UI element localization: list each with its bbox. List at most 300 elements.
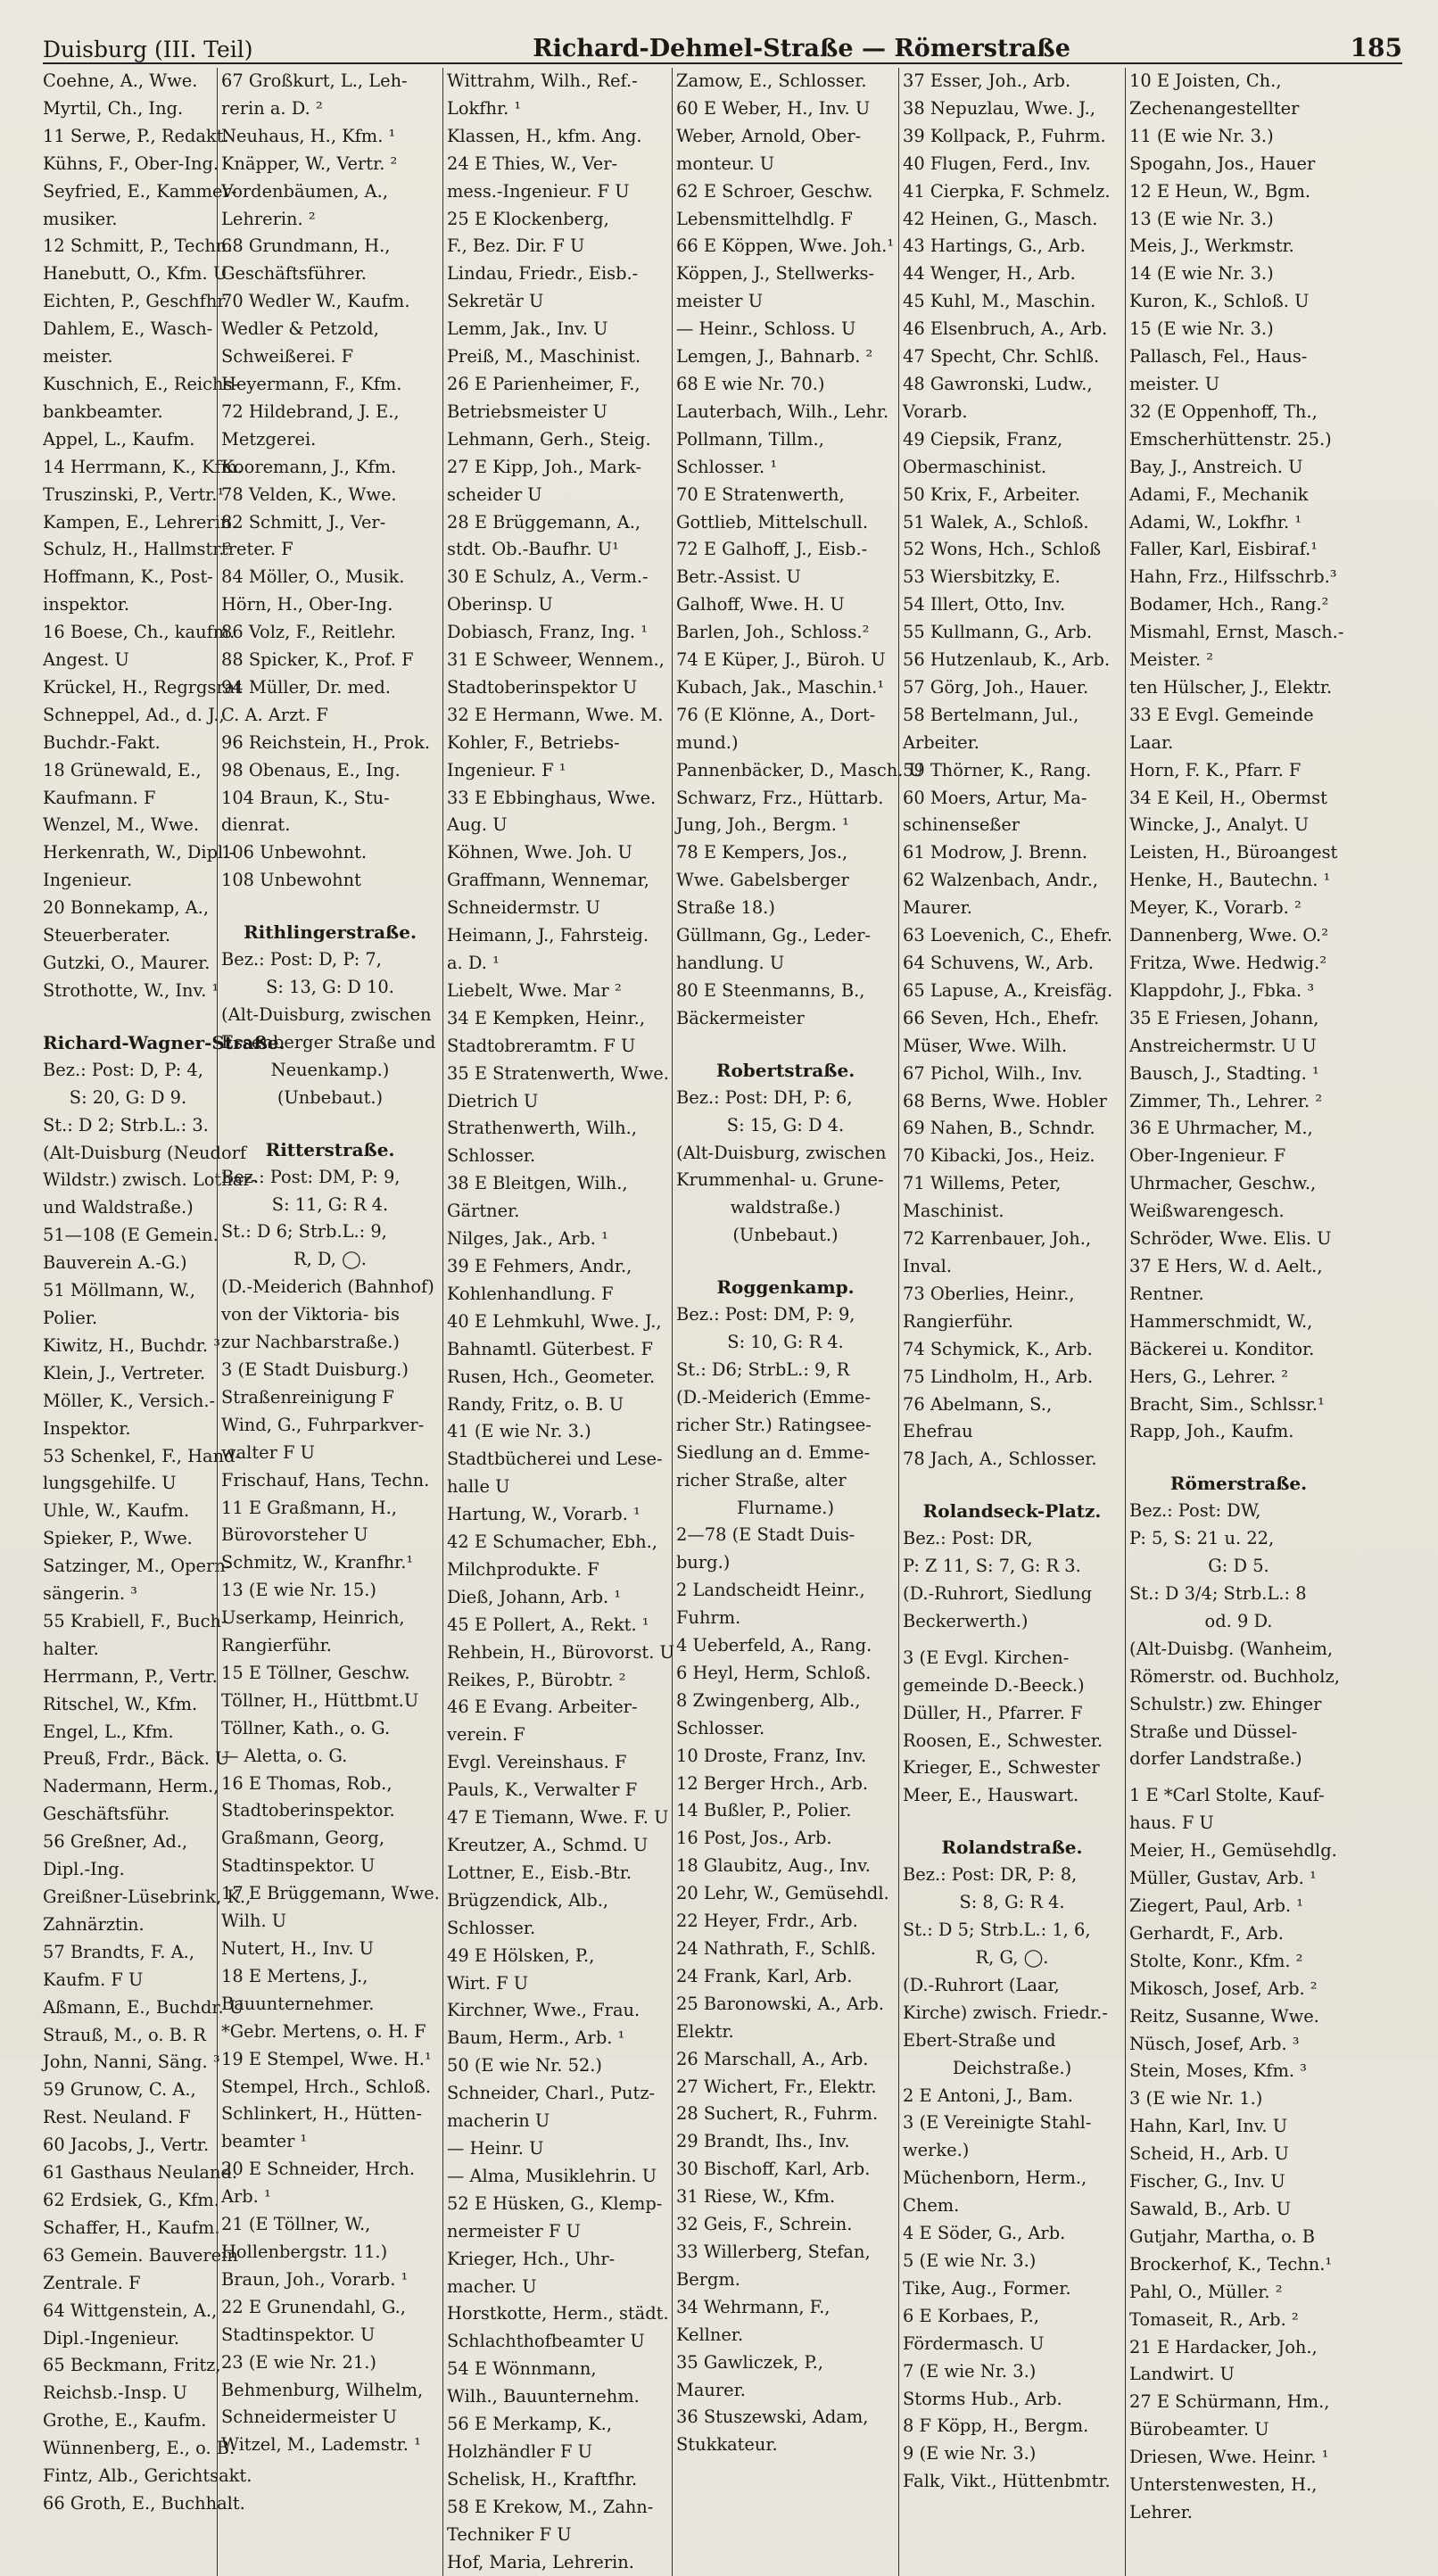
directory-entry: P: Z 11, S: 7, G: R 3. — [903, 1556, 1081, 1577]
directory-entry: meister U — [676, 291, 764, 312]
directory-entry: 12 Berger Hrch., Arb. — [676, 1772, 869, 1794]
directory-entry: Schulstr.) zw. Ehinger — [1129, 1693, 1322, 1714]
directory-entry: 22 Heyer, Frdr., Arb. — [676, 1911, 858, 1932]
directory-entry: Bauverein A.-G.) — [43, 1252, 187, 1274]
directory-entry: Hahn, Karl, Inv. U — [1129, 2116, 1288, 2137]
directory-entry: Scheid, H., Arb. U — [1129, 2143, 1289, 2165]
directory-entry: Wwe. Gabelsberger — [676, 870, 849, 891]
directory-entry: Dietrich U — [447, 1090, 539, 1111]
directory-entry: 70 E Stratenwerth, — [676, 483, 845, 505]
directory-entry: Elektr. — [676, 2020, 734, 2042]
directory-entry: Maschinist. — [903, 1201, 1004, 1222]
directory-entry: 39 E Fehmers, Andr., — [447, 1255, 632, 1276]
directory-entry: 51—108 (E Gemein. — [43, 1225, 219, 1246]
directory-entry: 26 Marschall, A., Arb. — [676, 2048, 869, 2069]
directory-entry: Brockerhof, K., Techn.¹ — [1129, 2253, 1333, 2275]
directory-entry: 15 E Töllner, Geschw. — [221, 1662, 410, 1683]
directory-entry: Lindau, Friedr., Eisb.- — [447, 263, 639, 285]
directory-entry: Schlosser. — [447, 1917, 536, 1938]
directory-entry: 41 Cierpka, F. Schmelz. — [903, 180, 1111, 202]
directory-entry: halter. — [43, 1638, 99, 1659]
directory-entry: Gottlieb, Mittelschull. — [676, 511, 869, 533]
directory-entry: Hahn, Frz., Hilfsschrb.³ — [1129, 566, 1337, 588]
directory-entry: Lauterbach, Wilh., Lehr. — [676, 400, 889, 422]
directory-entry: Dipl.-Ingenieur. — [43, 2327, 180, 2349]
directory-entry: Fintz, Alb., Gerichtsakt. — [43, 2465, 252, 2487]
directory-entry: Fritza, Wwe. Hedwig.² — [1129, 953, 1327, 973]
directory-entry: Schlosser. — [676, 1717, 765, 1738]
directory-entry: Gerhardt, F., Arb. — [1129, 1922, 1284, 1944]
directory-entry: 60 Jacobs, J., Vertr. — [43, 2134, 210, 2156]
directory-entry: Tomaseit, R., Arb. ² — [1129, 2308, 1299, 2330]
directory-entry: Ziegert, Paul, Arb. ¹ — [1129, 1895, 1303, 1916]
directory-entry: 72 Karrenbauer, Joh., — [903, 1228, 1092, 1250]
directory-entry: Horstkotte, Herm., städt. — [447, 2303, 669, 2324]
directory-entry: Schlosser. — [447, 1145, 536, 1167]
directory-entry: Vordenbäumen, A., — [221, 180, 389, 202]
directory-entry: Stadtinspektor. U — [221, 2324, 376, 2345]
directory-entry: meister. — [43, 346, 113, 367]
directory-entry: 35 E Friesen, Johann, — [1129, 1007, 1319, 1028]
column-3 — [442, 68, 672, 2576]
directory-entry: 19 E Stempel, Wwe. H.¹ — [221, 2048, 432, 2069]
directory-entry: Klein, J., Vertreter. — [43, 1362, 206, 1383]
directory-entry: 58 Bertelmann, Jul., — [903, 704, 1079, 725]
street-note: waldstraße.) — [730, 1197, 841, 1218]
directory-entry: Coehne, A., Wwe. — [43, 70, 198, 91]
directory-entry: Strauß, M., o. B. R — [43, 2024, 206, 2045]
directory-entry: 33 E Evgl. Gemeinde — [1129, 704, 1314, 725]
directory-entry: 50 Krix, F., Arbeiter. — [903, 483, 1080, 505]
directory-entry: 31 E Schweer, Wennem., — [447, 649, 665, 671]
directory-entry: 57 Brandts, F. A., — [43, 1941, 194, 1962]
directory-entry: 5 (E wie Nr. 3.) — [903, 2250, 1037, 2271]
directory-entry: 75 Lindholm, H., Arb. — [903, 1366, 1094, 1387]
directory-entry: Rusen, Hch., Geometer. — [447, 1366, 656, 1387]
directory-entry: Sawald, B., Arb. U — [1129, 2198, 1292, 2219]
directory-entry: Bahnamtl. Güterbest. F — [447, 1338, 653, 1359]
directory-entry: Preiß, M., Maschinist. — [447, 346, 641, 367]
directory-entry: Emscherhüttenstr. 25.) — [1129, 428, 1332, 450]
directory-entry: Straße und Düssel- — [1129, 1721, 1298, 1742]
directory-entry: 66 Seven, Hch., Ehefr. — [903, 1007, 1100, 1028]
directory-entry: Maurer. — [676, 2379, 746, 2400]
directory-entry: rerin a. D. ² — [221, 97, 323, 119]
directory-entry: 17 E Brüggemann, Wwe. — [221, 1883, 440, 1904]
directory-entry: Römerstr. od. Buchholz, — [1129, 1665, 1340, 1687]
directory-entry: Fischer, G., Inv. U — [1129, 2171, 1285, 2192]
directory-entry: 52 Wons, Hch., Schloß — [903, 539, 1102, 560]
directory-entry: Reitz, Susanne, Wwe. — [1129, 2005, 1319, 2027]
directory-entry: Schelisk, H., Kraftfhr. — [447, 2468, 638, 2489]
directory-entry: Bäckermeister — [676, 1007, 805, 1028]
directory-entry: werke.) — [903, 2140, 970, 2161]
directory-entry: Bez.: Post: DR, — [903, 1528, 1033, 1549]
directory-entry: (D.-Ruhrort (Laar, — [903, 1974, 1060, 1995]
directory-entry: Spogahn, Jos., Hauer — [1129, 153, 1316, 174]
directory-entry: Lottner, E., Eisb.-Btr. — [447, 1862, 632, 1883]
directory-entry: 76 (E Klönne, A., Dort- — [676, 704, 876, 725]
directory-entry: 53 Schenkel, F., Hand- — [43, 1445, 242, 1466]
directory-entry: Zentrale. F — [43, 2272, 141, 2293]
directory-entry: 33 E Ebbinghaus, Wwe. — [447, 787, 657, 808]
directory-entry: 108 Unbewohnt — [221, 870, 361, 891]
directory-entry: Braun, Joh., Vorarb. ¹ — [221, 2268, 409, 2290]
directory-entry: Nutert, H., Inv. U — [221, 1938, 374, 1959]
directory-entry: 59 Thörner, K., Rang. — [903, 759, 1092, 780]
directory-entry: 11 Serwe, P., Redakt. — [43, 125, 229, 146]
directory-entry: Kubach, Jak., Maschin.¹ — [676, 676, 885, 698]
street-note: (Unbebaut.) — [732, 1225, 839, 1246]
directory-entry: Ingenieur. — [43, 870, 132, 891]
directory-entry: 37 Esser, Joh., Arb. — [903, 70, 1071, 91]
directory-entry: 68 Berns, Wwe. Hobler — [903, 1090, 1107, 1111]
directory-entry: Kooremann, J., Kfm. — [221, 456, 397, 477]
directory-entry: Landwirt. U — [1129, 2364, 1235, 2385]
directory-entry: St.: D 5; Strb.L.: 1, 6, — [903, 1920, 1091, 1941]
directory-entry: 14 Bußler, P., Polier. — [676, 1800, 852, 1821]
directory-entry: Ritschel, W., Kfm. — [43, 1693, 198, 1714]
directory-entry: 43 Hartings, G., Arb. — [903, 235, 1086, 257]
directory-entry: Kohler, F., Betriebs- — [447, 731, 620, 753]
directory-entry: Techniker F U — [447, 2523, 572, 2545]
directory-entry: 3 (E Vereinigte Stahl- — [903, 2112, 1092, 2134]
street-note: (Unbebaut.) — [277, 1086, 384, 1108]
directory-entry: 34 E Keil, H., Obermst — [1129, 787, 1327, 808]
directory-entry: Hers, G., Lehrer. ² — [1129, 1366, 1289, 1387]
directory-entry: 42 Heinen, G., Masch. — [903, 208, 1098, 229]
directory-entry: Adami, W., Lokfhr. ¹ — [1129, 511, 1302, 533]
directory-entry: 64 Wittgenstein, A., — [43, 2299, 218, 2321]
directory-entry: 16 Boese, Ch., kaufm. — [43, 622, 236, 643]
directory-entry: walter F U — [221, 1441, 316, 1463]
directory-entry: Meer, E., Hauswart. — [903, 1785, 1079, 1806]
directory-entry: Arbeiter. — [903, 731, 979, 753]
directory-entry: Kaufmann. F — [43, 787, 156, 808]
page-number: 185 — [1350, 33, 1402, 62]
directory-entry: Rangierführ. — [903, 1310, 1013, 1332]
directory-entry: Wilh. U — [221, 1911, 287, 1932]
directory-entry: Graßmann, Georg, — [221, 1828, 385, 1849]
directory-entry: 25 E Klockenberg, — [447, 208, 609, 229]
directory-entry: Hammerschmidt, W., — [1129, 1310, 1313, 1332]
directory-entry: Gärtner. — [447, 1201, 520, 1222]
directory-entry: 29 Brandt, Ihs., Inv. — [676, 2131, 850, 2152]
directory-entry: Geschäftsführ. — [43, 1804, 170, 1825]
directory-entry: Rehbein, H., Bürovorst. U — [447, 1641, 674, 1663]
directory-entry: Userkamp, Heinrich, — [221, 1607, 405, 1629]
directory-entry: St.: D6; StrbL.: 9, R — [676, 1358, 850, 1380]
directory-entry: Rangierführ. — [221, 1635, 332, 1656]
street-note: G: D 5. — [1208, 1556, 1269, 1577]
directory-entry: Betr.-Assist. U — [676, 566, 801, 588]
street-note: R, D, ◯. — [293, 1249, 367, 1270]
column-4 — [672, 68, 923, 2576]
directory-entry: 7 (E wie Nr. 3.) — [903, 2360, 1037, 2382]
directory-entry: 53 Wiersbitzky, E. — [903, 566, 1061, 588]
directory-entry: Fördermasch. U — [903, 2332, 1045, 2354]
directory-entry: 96 Reichstein, H., Prok. — [221, 731, 431, 753]
directory-entry: Mikosch, Josef, Arb. ² — [1129, 1977, 1318, 1999]
directory-entry: monteur. U — [676, 153, 775, 174]
directory-entry: Weißwarengesch. — [1129, 1201, 1285, 1222]
street-note: S: 20, G: D 9. — [69, 1086, 187, 1108]
street-heading: Ritterstraße. — [265, 1138, 395, 1160]
directory-entry: Ingenieur. F ¹ — [447, 759, 566, 780]
directory-entry: Pannenbäcker, D., Masch. U — [676, 759, 923, 780]
directory-entry: Greißner-Lüsebrink, K., — [43, 1887, 252, 1907]
directory-entry: Fuhrm. — [676, 1607, 741, 1629]
directory-entry: *Gebr. Mertens, o. H. F — [221, 2020, 426, 2042]
street-note: od. 9 D. — [1204, 1610, 1273, 1631]
directory-entry: Tike, Aug., Former. — [903, 2277, 1071, 2299]
directory-entry: 21 E Hardacker, Joh., — [1129, 2336, 1318, 2357]
directory-entry: Metzgerei. — [221, 428, 317, 450]
directory-entry: — Aletta, o. G. — [221, 1745, 348, 1766]
directory-entry: Krieger, Hch., Uhr- — [447, 2248, 616, 2269]
directory-entry: Müller, Gustav, Arb. ¹ — [1129, 1868, 1317, 1889]
directory-entry: Nilges, Jak., Arb. ¹ — [447, 1228, 608, 1250]
directory-entry: 61 Gasthaus Neuland. — [43, 2162, 238, 2184]
directory-entry: verein. F — [447, 1724, 525, 1746]
directory-entry: 52 E Hüsken, G., Klemp- — [447, 2192, 663, 2214]
directory-entry: 31 Riese, W., Kfm. — [676, 2186, 836, 2208]
directory-entry: Meyer, K., Vorarb. ² — [1129, 897, 1302, 919]
directory-entry: Zimmer, Th., Lehrer. ² — [1129, 1090, 1323, 1111]
directory-entry: Rentner. — [1129, 1283, 1204, 1304]
spacer — [903, 1636, 1121, 1645]
directory-entry: Kohlenhandlung. F — [447, 1283, 614, 1304]
directory-entry: gemeinde D.-Beeck.) — [903, 1674, 1085, 1696]
directory-entry: Vorarb. — [903, 400, 968, 422]
directory-entry: Seyfried, E., Kammer- — [43, 180, 237, 202]
directory-entry: stdt. Ob.-Baufhr. U¹ — [447, 539, 619, 560]
directory-entry: 32 Geis, F., Schrein. — [676, 2214, 853, 2235]
directory-entry: Ebert-Straße und — [903, 2029, 1056, 2051]
directory-entry: Dipl.-Ing. — [43, 1859, 125, 1880]
directory-entry: 24 E Thies, W., Ver- — [447, 153, 618, 174]
directory-entry: Satzinger, M., Opern- — [43, 1556, 232, 1577]
directory-entry: Meier, H., Gemüsehdlg. — [1129, 1840, 1337, 1862]
directory-entry: 12 Schmitt, P., Techn. — [43, 235, 233, 257]
directory-entry: (Alt-Duisburg (Neudorf — [43, 1142, 247, 1163]
directory-entry: Hartung, W., Vorarb. ¹ — [447, 1504, 640, 1525]
directory-entry: 56 Greßner, Ad., — [43, 1831, 188, 1853]
directory-entry: 80 E Steenmanns, B., — [676, 979, 865, 1001]
directory-entry: 35 Gawliczek, P., — [676, 2351, 823, 2373]
directory-entry: Kuschnich, E., Reichs- — [43, 373, 238, 394]
directory-entry: Müser, Wwe. Wilh. — [903, 1035, 1068, 1056]
directory-entry: Bay, J., Anstreich. U — [1129, 456, 1303, 477]
directory-entry: Stadtoberinspektor U — [447, 676, 638, 698]
directory-entry: Liebelt, Wwe. Mar ² — [447, 979, 622, 1001]
directory-columns — [43, 68, 1402, 2572]
directory-entry: Stadtbücherei und Lese- — [447, 1449, 663, 1470]
directory-entry: 20 E Schneider, Hrch. — [221, 2159, 415, 2180]
directory-entry: 56 Hutzenlaub, K., Arb. — [903, 649, 1111, 671]
street-heading: Roggenkamp. — [716, 1276, 855, 1299]
directory-entry: Schlinkert, H., Hütten- — [221, 2103, 423, 2125]
directory-entry: Geschäftsführer. — [221, 263, 367, 285]
street-heading: Römerstraße. — [1169, 1473, 1308, 1495]
directory-entry: Bergm. — [676, 2268, 740, 2290]
column-6 — [1125, 68, 1351, 2576]
directory-entry: Henke, H., Bautechn. ¹ — [1129, 870, 1331, 891]
directory-entry: Falk, Vikt., Hüttenbmtr. — [903, 2471, 1111, 2492]
directory-entry: Stadtoberinspektor. — [221, 1800, 395, 1821]
directory-entry: 78 Jach, A., Schlosser. — [903, 1449, 1097, 1470]
directory-entry: — Heinr. U — [447, 2137, 544, 2159]
directory-entry: Dobiasch, Franz, Ing. ¹ — [447, 622, 648, 643]
directory-entry: Möller, K., Versich.- — [43, 1390, 216, 1411]
directory-entry: 54 E Wönnmann, — [447, 2358, 597, 2380]
directory-entry: 94 Müller, Dr. med. — [221, 676, 391, 698]
directory-entry: musiker. — [43, 208, 118, 229]
directory-entry: Straßenreinigung F — [221, 1386, 394, 1408]
column-2 — [217, 68, 442, 2576]
directory-entry: Polier. — [43, 1307, 98, 1328]
street-note: S: 11, G: R 4. — [271, 1193, 389, 1215]
page-header — [43, 27, 1402, 64]
directory-entry: Lemgen, J., Bahnarb. ² — [676, 346, 873, 367]
directory-entry: 78 Velden, K., Wwe. — [221, 483, 397, 505]
directory-entry: Bez.: Post: DW, — [1129, 1500, 1261, 1522]
directory-entry: Nüsch, Josef, Arb. ³ — [1129, 2033, 1300, 2054]
directory-entry: Baum, Herm., Arb. ¹ — [447, 2027, 625, 2049]
directory-entry: meister. U — [1129, 373, 1220, 394]
directory-entry: Stolte, Konr., Kfm. ² — [1129, 1950, 1303, 1971]
directory-entry: 57 Görg, Joh., Hauer. — [903, 676, 1089, 698]
directory-entry: Stadtobreramtm. F U — [447, 1035, 636, 1056]
directory-entry: 68 Grundmann, H., — [221, 235, 391, 257]
directory-entry: 51 Möllmann, W., — [43, 1280, 195, 1301]
directory-entry: (Alt-Duisburg, zwischen — [221, 1004, 432, 1025]
directory-entry: 39 Kollpack, P., Fuhrm. — [903, 125, 1106, 146]
directory-entry: Oberinsp. U — [447, 594, 553, 615]
directory-entry: Klassen, H., kfm. Ang. — [447, 125, 642, 146]
directory-entry: Stein, Moses, Kfm. ³ — [1129, 2060, 1307, 2082]
directory-entry: 38 Nepuzlau, Wwe. J., — [903, 97, 1095, 119]
street-heading: Rolandseck-Platz. — [922, 1500, 1102, 1523]
directory-entry: 40 E Lehmkuhl, Wwe. J., — [447, 1310, 662, 1332]
directory-entry: 71 Willems, Peter, — [903, 1173, 1062, 1194]
directory-entry: 64 Schuvens, W., Arb. — [903, 953, 1095, 973]
directory-entry: treter. F — [221, 539, 293, 560]
directory-entry: Hörn, H., Ober-Ing. — [221, 594, 393, 615]
directory-entry: von der Viktoria- bis — [221, 1304, 400, 1325]
directory-entry: mess.-Ingenieur. F U — [447, 180, 630, 202]
directory-entry: 32 E Hermann, Wwe. M. — [447, 704, 664, 725]
directory-entry: Stukkateur. — [676, 2434, 778, 2456]
directory-entry: Adami, F., Mechanik — [1129, 483, 1309, 505]
directory-entry: 46 Elsenbruch, A., Arb. — [903, 318, 1108, 340]
directory-entry: (Alt-Duisbg. (Wanheim, — [1129, 1638, 1334, 1659]
directory-entry: Dannenberg, Wwe. O.² — [1129, 925, 1328, 946]
street-note: S: 8, G: R 4. — [959, 1892, 1065, 1913]
directory-entry: 48 Gawronski, Ludw., — [903, 373, 1093, 394]
directory-entry: Straße 18.) — [676, 897, 775, 919]
directory-entry: Rest. Neuland. F — [43, 2107, 191, 2128]
directory-entry: Lemm, Jak., Inv. U — [447, 318, 608, 340]
directory-entry: Wincke, J., Analyt. U — [1129, 814, 1310, 836]
directory-entry: 1 E *Carl Stolte, Kauf- — [1129, 1785, 1325, 1806]
header-street-range: Richard-Dehmel-Straße — Römerstraße — [533, 35, 1070, 62]
directory-entry: 30 Bischoff, Karl, Arb. — [676, 2159, 871, 2180]
directory-entry: Kaufm. F U — [43, 1969, 144, 1990]
directory-entry: Bez.: Post: D, P: 7, — [221, 949, 382, 970]
directory-entry: Schröder, Wwe. Elis. U — [1129, 1228, 1332, 1250]
directory-entry: 3 (E Stadt Duisburg.) — [221, 1358, 409, 1380]
directory-entry: 36 Stuszewski, Adam, — [676, 2407, 869, 2428]
directory-entry: 27 E Kipp, Joh., Mark- — [447, 456, 642, 477]
directory-entry: Uhle, W., Kaufm. — [43, 1500, 190, 1522]
directory-entry: 11 (E wie Nr. 3.) — [1129, 125, 1274, 146]
directory-entry: Siedlung an d. Emme- — [676, 1441, 871, 1463]
directory-entry: Wenzel, M., Wwe. — [43, 814, 200, 836]
directory-entry: Krummenhal- u. Grune- — [676, 1169, 884, 1191]
directory-entry: Kirche) zwisch. Friedr.- — [903, 2002, 1108, 2023]
directory-entry: Töllner, H., Hüttbmt.U — [221, 1689, 419, 1711]
directory-entry: Holzhändler F U — [447, 2440, 593, 2462]
directory-entry: 41 (E wie Nr. 3.) — [447, 1421, 591, 1442]
directory-entry: Sekretär U — [447, 291, 544, 312]
directory-entry: Maurer. — [903, 897, 972, 919]
street-heading: Robertstraße. — [715, 1059, 855, 1081]
directory-entry: Kuron, K., Schloß. U — [1129, 291, 1310, 312]
directory-entry: Zamow, E., Schlosser. — [676, 70, 867, 91]
directory-entry: Reichsb.-Insp. U — [43, 2382, 187, 2404]
directory-entry: Leisten, H., Büroangest — [1129, 842, 1338, 863]
directory-entry: Myrtil, Ch., Ing. — [43, 97, 184, 119]
directory-entry: Bracht, Sim., Schlssr.¹ — [1129, 1393, 1325, 1415]
directory-entry: 45 Kuhl, M., Maschin. — [903, 291, 1096, 312]
directory-entry: Töllner, Kath., o. G. — [221, 1717, 391, 1738]
directory-entry: Inval. — [903, 1255, 953, 1276]
directory-entry: Stempel, Hrch., Schloß. — [221, 2076, 431, 2097]
directory-entry: St.: D 2; Strb.L.: 3. — [43, 1114, 209, 1135]
street-note: Deichstraße.) — [952, 2057, 1072, 2078]
directory-entry: Kreutzer, A., Schmd. U — [447, 1835, 649, 1855]
directory-entry: Kiwitz, H., Buchdr. ³ — [43, 1334, 220, 1356]
directory-entry: 2 E Antoni, J., Bam. — [903, 2085, 1073, 2106]
directory-entry: Aßmann, E., Buchdr. U — [43, 1996, 244, 2018]
directory-entry: Klappdohr, J., Fbka. ³ — [1129, 979, 1315, 1001]
directory-entry: Meis, J., Werkmstr. — [1129, 235, 1294, 257]
directory-entry: 55 Kullmann, G., Arb. — [903, 622, 1093, 643]
directory-entry: 65 Lapuse, A., Kreisfäg. — [903, 979, 1113, 1001]
directory-entry: macherin U — [447, 2110, 550, 2132]
directory-entry: 78 E Kempers, Jos., — [676, 842, 848, 863]
directory-entry: Faller, Karl, Eisbiraf.¹ — [1129, 539, 1318, 560]
directory-entry: Herrmann, P., Vertr. — [43, 1665, 218, 1687]
directory-entry: Wittrahm, Wilh., Ref.- — [447, 70, 638, 91]
directory-entry: Nadermann, Herm., — [43, 1776, 219, 1797]
street-note: S: 15, G: D 4. — [726, 1114, 845, 1135]
directory-entry: 44 Wenger, H., Arb. — [903, 263, 1076, 285]
directory-entry: Strothotte, W., Inv. ¹ — [43, 979, 219, 1001]
directory-entry: 49 E Hölsken, P., — [447, 1944, 595, 1966]
directory-entry: 106 Unbewohnt. — [221, 842, 368, 863]
directory-entry: 62 Walzenbach, Andr., — [903, 870, 1099, 891]
directory-entry: Krückel, H., Regrgsrat — [43, 676, 243, 698]
directory-entry: 69 Nahen, B., Schndr. — [903, 1118, 1095, 1139]
directory-entry: Jung, Joh., Bergm. ¹ — [676, 814, 849, 836]
directory-entry: 40 Flugen, Ferd., Inv. — [903, 153, 1091, 174]
directory-entry: 98 Obenaus, E., Ing. — [221, 759, 401, 780]
directory-entry: Storms Hub., Arb. — [903, 2388, 1062, 2409]
directory-entry: 20 Bonnekamp, A., — [43, 897, 209, 919]
directory-entry: Barlen, Joh., Schloss.² — [676, 622, 870, 643]
